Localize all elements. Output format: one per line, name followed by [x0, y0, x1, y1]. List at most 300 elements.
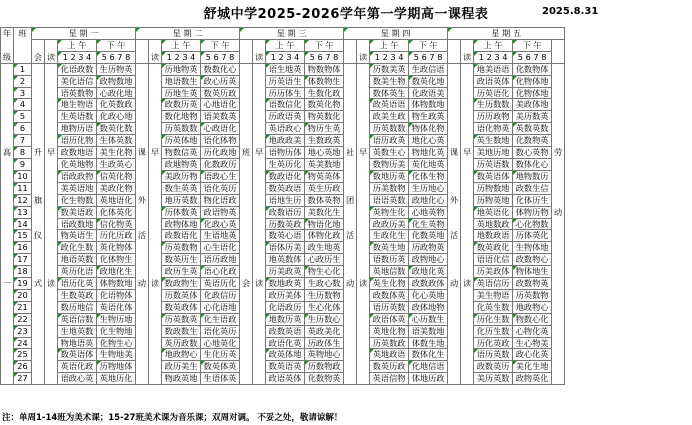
read-cell [45, 230, 58, 242]
grade-cell [1, 99, 14, 111]
special-cell [136, 87, 149, 99]
read-cell [461, 182, 474, 194]
blank-cell [240, 39, 253, 51]
am-courses: 语物历体 [266, 147, 305, 159]
pm-courses: 数体化生 [409, 349, 448, 361]
read-cell [45, 373, 58, 385]
read-cell [149, 63, 162, 75]
pm-courses: 英美数地 [305, 158, 344, 170]
special-cell [448, 266, 461, 278]
read-cell [357, 361, 370, 373]
special-cell [32, 373, 45, 385]
pm-courses: 物生心化 [305, 266, 344, 278]
pm-courses: 化语物体 [97, 289, 136, 301]
am-courses: 历地物英 [162, 63, 201, 75]
am-courses: 语英数物 [58, 87, 97, 99]
special-cell [136, 325, 149, 337]
am-courses: 历美数物 [370, 182, 409, 194]
am-periods: 1 2 3 4 [266, 51, 305, 63]
special-cell [136, 254, 149, 266]
pm-courses: 化英数政 [97, 99, 136, 111]
pm-courses: 政数生信 [513, 182, 552, 194]
am-courses: 化历生数 [474, 325, 513, 337]
read-cell [45, 361, 58, 373]
pm-courses: 英语化体 [97, 301, 136, 313]
am-courses: 数物历美 [370, 158, 409, 170]
read-cell [149, 135, 162, 147]
activity-cell [552, 230, 565, 242]
special-cell [32, 63, 45, 75]
grade-cell [1, 123, 14, 135]
pm-courses: 物英数化 [305, 111, 344, 123]
class-number: 7 [14, 135, 32, 147]
am-courses: 美政历物 [162, 170, 201, 182]
pm-periods: 5 6 7 8 [409, 51, 448, 63]
special-cell [448, 182, 461, 194]
pm-header: 下 午 [305, 39, 344, 51]
blank-cell [357, 39, 370, 51]
special-cell [136, 158, 149, 170]
read-cell [45, 99, 58, 111]
special-cell: 课 [136, 147, 149, 159]
grade-cell [1, 158, 14, 170]
read-header: 读 [357, 51, 370, 63]
pm-courses: 心地语化 [201, 99, 240, 111]
read-cell [253, 337, 266, 349]
special-cell: 升 [32, 147, 45, 159]
am-courses: 政美生政 [370, 111, 409, 123]
read-cell [461, 373, 474, 385]
special-cell [32, 361, 45, 373]
special-cell [344, 337, 357, 349]
special-cell [240, 111, 253, 123]
class-number: 13 [14, 206, 32, 218]
sheet-title: 舒城中学2025-2026学年第一学期高一课程表 [203, 7, 489, 22]
read-cell [45, 135, 58, 147]
special-cell [136, 75, 149, 87]
am-courses: 物英语生 [58, 230, 97, 242]
read-cell [357, 111, 370, 123]
activity-cell [552, 111, 565, 123]
activity-cell [552, 194, 565, 206]
pm-courses: 化生物地 [97, 325, 136, 337]
read-cell [357, 75, 370, 87]
am-courses: 数英语体 [58, 349, 97, 361]
pm-courses: 物历生英 [305, 123, 344, 135]
read-cell [149, 242, 162, 254]
special-cell [32, 123, 45, 135]
special-cell: 团 [344, 194, 357, 206]
special-cell [240, 230, 253, 242]
am-courses: 美化语信 [58, 75, 97, 87]
special-cell [448, 158, 461, 170]
am-courses: 美历英数 [474, 373, 513, 385]
special-cell [344, 63, 357, 75]
pm-courses: 政心化英 [513, 349, 552, 361]
pm-courses: 体物数地 [409, 99, 448, 111]
read-cell [461, 349, 474, 361]
pm-courses: 政物数地 [97, 75, 136, 87]
am-periods: 1 2 3 4 [474, 51, 513, 63]
am-courses: 语生地英 [266, 63, 305, 75]
pm-courses: 化政心英 [201, 218, 240, 230]
am-courses: 数英心语 [266, 230, 305, 242]
grade-cell [1, 313, 14, 325]
class-number: 12 [14, 194, 32, 206]
read-cell [357, 206, 370, 218]
read-cell [253, 325, 266, 337]
read-cell [253, 254, 266, 266]
pm-courses: 化政语美 [409, 87, 448, 99]
special-cell [136, 135, 149, 147]
read-cell [357, 254, 370, 266]
am-courses: 数化地物 [162, 111, 201, 123]
read-cell [357, 123, 370, 135]
read-cell [45, 182, 58, 194]
pm-courses: 数英体英 [201, 361, 240, 373]
am-courses: 语政数地 [58, 218, 97, 230]
pm-courses: 心化语地 [201, 301, 240, 313]
read-cell [461, 63, 474, 75]
special-cell [448, 111, 461, 123]
activity-cell [552, 75, 565, 87]
special-cell [448, 349, 461, 361]
am-courses: 语化物英 [474, 123, 513, 135]
read-cell [149, 194, 162, 206]
activity-cell [552, 99, 565, 111]
special-cell [448, 289, 461, 301]
am-courses: 政数英历 [474, 361, 513, 373]
class-number: 17 [14, 254, 32, 266]
pm-courses: 化政信历 [201, 289, 240, 301]
am-courses: 历英数政 [370, 337, 409, 349]
am-courses: 数英历生 [162, 254, 201, 266]
class-label-end [14, 51, 32, 63]
pm-periods: 5 6 7 8 [97, 51, 136, 63]
special-cell [344, 75, 357, 87]
am-courses: 地物历语 [58, 123, 97, 135]
pm-courses: 政心历英 [201, 75, 240, 87]
am-courses: 数历地信 [58, 301, 97, 313]
read-cell [149, 349, 162, 361]
pm-courses: 美化生地 [513, 361, 552, 373]
am-courses: 数地历英 [370, 170, 409, 182]
class-number: 8 [14, 147, 32, 159]
pm-header: 下 午 [513, 39, 552, 51]
class-number: 11 [14, 182, 32, 194]
am-header: 上 午 [266, 39, 305, 51]
read-cell: 读 [253, 278, 266, 290]
pm-courses: 英政美化 [305, 325, 344, 337]
activity-cell [552, 325, 565, 337]
am-courses: 历英体地 [162, 135, 201, 147]
am-courses: 数生英英 [162, 182, 201, 194]
read-cell [45, 123, 58, 135]
read-cell [149, 111, 162, 123]
am-courses: 语政政物 [58, 170, 97, 182]
special-cell [344, 325, 357, 337]
am-courses: 数英政化 [474, 242, 513, 254]
am-courses: 政数历英 [162, 99, 201, 111]
pm-courses: 物英英体 [305, 170, 344, 182]
special-cell [240, 337, 253, 349]
grade-cell [1, 194, 14, 206]
pm-courses: 化地信语 [409, 361, 448, 373]
pm-courses: 化体历生 [513, 194, 552, 206]
special-cell [240, 301, 253, 313]
pm-courses: 生心化体 [305, 301, 344, 313]
day-header: 星 期 四 [344, 28, 448, 40]
am-courses: 美地历地 [474, 147, 513, 159]
am-courses: 数美语政 [58, 206, 97, 218]
read-cell: 读 [461, 278, 474, 290]
special-cell [344, 182, 357, 194]
special-cell [448, 206, 461, 218]
special-cell [240, 266, 253, 278]
special-cell [32, 301, 45, 313]
pm-courses: 语心化政 [201, 266, 240, 278]
am-courses: 语体历美 [266, 242, 305, 254]
grade-cell [1, 230, 14, 242]
am-courses: 历历政物 [474, 111, 513, 123]
pm-courses: 物数心化 [513, 313, 552, 325]
special-cell: 班 [240, 147, 253, 159]
pm-courses: 数英化数 [97, 123, 136, 135]
special-cell [32, 99, 45, 111]
special-cell [32, 206, 45, 218]
pm-courses: 化政心地 [97, 111, 136, 123]
special-cell: 活 [448, 230, 461, 242]
am-courses: 政政历美 [370, 218, 409, 230]
am-courses: 数政数生 [162, 325, 201, 337]
special-cell [448, 373, 461, 385]
read-cell [149, 313, 162, 325]
pm-courses: 数体化心 [513, 158, 552, 170]
read-cell [253, 135, 266, 147]
pm-courses: 数英化物 [305, 99, 344, 111]
read-cell [461, 301, 474, 313]
am-courses: 历英语生 [266, 75, 305, 87]
read-cell: 早 [149, 147, 162, 159]
grade-cell [1, 87, 14, 99]
read-cell [45, 266, 58, 278]
am-courses: 物数信英 [162, 147, 201, 159]
read-cell [45, 254, 58, 266]
am-courses: 政英体地 [266, 349, 305, 361]
class-number: 1 [14, 63, 32, 75]
pm-courses: 语美数地 [409, 325, 448, 337]
pm-courses: 美生化物 [97, 147, 136, 159]
special-cell [344, 301, 357, 313]
pm-courses: 语历政地 [201, 254, 240, 266]
am-courses: 数英生地 [370, 242, 409, 254]
grade-cell [1, 170, 14, 182]
pm-courses: 生物历地 [97, 313, 136, 325]
special-cell: 活 [344, 230, 357, 242]
read-cell: 读 [45, 278, 58, 290]
read-cell: 早 [357, 147, 370, 159]
am-header: 上 午 [474, 39, 513, 51]
special-cell [448, 242, 461, 254]
read-cell [253, 170, 266, 182]
blank-cell [552, 39, 565, 51]
special-cell [448, 325, 461, 337]
class-number: 18 [14, 266, 32, 278]
pm-courses: 信化物英 [97, 218, 136, 230]
special-cell [32, 325, 45, 337]
pm-courses: 生政信语 [409, 63, 448, 75]
am-courses: 语地生历 [266, 194, 305, 206]
activity-cell [552, 135, 565, 147]
pm-courses: 生历数心 [305, 313, 344, 325]
special-cell: 动 [448, 278, 461, 290]
pm-courses: 心化物数 [513, 218, 552, 230]
special-cell [32, 111, 45, 123]
special-cell [136, 242, 149, 254]
read-cell [45, 158, 58, 170]
class-label: 班 [14, 28, 32, 40]
special-cell [136, 206, 149, 218]
special-cell [240, 373, 253, 385]
grade-cell [1, 182, 14, 194]
pm-courses: 美政体地 [513, 99, 552, 111]
special-cell [136, 123, 149, 135]
read-cell [461, 206, 474, 218]
am-courses: 地数历英 [266, 313, 305, 325]
pm-courses: 化物体地 [513, 75, 552, 87]
year-label: 年 [1, 28, 14, 40]
pm-courses: 化数物体 [513, 63, 552, 75]
blank-cell [344, 39, 357, 51]
pm-courses: 英物地心 [305, 349, 344, 361]
read-cell [357, 170, 370, 182]
am-courses: 历地生英 [162, 87, 201, 99]
pm-courses: 数数化心 [201, 63, 240, 75]
am-courses: 生地英数 [58, 325, 97, 337]
pm-courses: 英化物体 [97, 242, 136, 254]
am-periods: 1 2 3 4 [162, 51, 201, 63]
am-courses: 政英语语 [370, 99, 409, 111]
am-courses: 化语政数 [58, 63, 97, 75]
am-courses: 英语信数 [58, 313, 97, 325]
pm-courses: 政生地英 [305, 242, 344, 254]
read-cell [149, 75, 162, 87]
class-number: 6 [14, 123, 32, 135]
class-number: 23 [14, 325, 32, 337]
pm-courses: 政地化英 [409, 266, 448, 278]
grade-cell [1, 325, 14, 337]
read-cell [461, 325, 474, 337]
am-courses: 政数语化 [162, 230, 201, 242]
read-cell [149, 289, 162, 301]
read-cell [253, 63, 266, 75]
am-courses: 历历体生 [266, 87, 305, 99]
read-header: 读 [45, 51, 58, 63]
activity-cell [552, 170, 565, 182]
am-courses: 物地语英 [58, 337, 97, 349]
special-header: 会 [32, 51, 45, 63]
special-cell [240, 158, 253, 170]
pm-courses: 生化历英 [201, 349, 240, 361]
am-courses: 英地数政 [474, 218, 513, 230]
pm-courses: 历体英化 [513, 230, 552, 242]
day-header: 星 期 五 [448, 28, 565, 40]
read-cell [357, 87, 370, 99]
am-courses: 政化生数 [58, 242, 97, 254]
pm-courses: 物化语政 [201, 194, 240, 206]
special-cell [240, 289, 253, 301]
special-cell [344, 170, 357, 182]
pm-periods: 5 6 7 8 [201, 51, 240, 63]
special-cell [448, 99, 461, 111]
pm-courses: 物语化地 [305, 218, 344, 230]
pm-courses: 生心物美 [513, 337, 552, 349]
am-courses: 地政物心 [162, 349, 201, 361]
pm-courses: 化体生物 [409, 170, 448, 182]
am-courses: 历英数英 [162, 313, 201, 325]
pm-courses: 数心英物 [513, 147, 552, 159]
am-courses: 政语英体 [266, 373, 305, 385]
pm-courses: 政地化生 [97, 266, 136, 278]
special-cell: 仪 [32, 230, 45, 242]
special-cell [32, 87, 45, 99]
grade-cell: 一 [1, 278, 14, 290]
read-cell: 读 [357, 278, 370, 290]
am-courses: 历物数地 [474, 182, 513, 194]
special-cell [344, 289, 357, 301]
am-courses: 化生物数 [58, 194, 97, 206]
pm-courses: 体物历物 [513, 206, 552, 218]
am-courses: 政地物英 [162, 158, 201, 170]
day-header: 星 期 三 [240, 28, 344, 40]
special-cell [136, 111, 149, 123]
sheet-date: 2025.8.31 [542, 6, 599, 17]
special-cell [240, 75, 253, 87]
pm-courses: 英生历政 [305, 182, 344, 194]
read-cell [461, 87, 474, 99]
class-number: 15 [14, 230, 32, 242]
read-cell [45, 337, 58, 349]
special-cell: 外 [136, 194, 149, 206]
special-cell: 动 [136, 278, 149, 290]
pm-courses: 化体物生 [97, 254, 136, 266]
blank-cell [136, 39, 149, 51]
am-courses: 历政语英 [266, 111, 305, 123]
special-cell [344, 373, 357, 385]
special-cell [240, 361, 253, 373]
activity-cell: 劳 [552, 147, 565, 159]
read-cell [253, 206, 266, 218]
activity-cell [552, 301, 565, 313]
read-cell [45, 87, 58, 99]
blank-cell [45, 39, 58, 51]
read-cell [45, 301, 58, 313]
pm-courses: 政数物心 [513, 254, 552, 266]
read-cell [461, 289, 474, 301]
read-cell [149, 87, 162, 99]
read-cell [149, 361, 162, 373]
special-cell: 社 [344, 147, 357, 159]
special-cell [240, 99, 253, 111]
special-cell [136, 218, 149, 230]
activity-cell [552, 313, 565, 325]
am-courses: 英历政数 [162, 337, 201, 349]
activity-cell [552, 349, 565, 361]
am-courses: 生英历化 [266, 158, 305, 170]
special-cell [136, 301, 149, 313]
special-cell [136, 337, 149, 349]
pm-courses: 政语物英 [201, 206, 240, 218]
